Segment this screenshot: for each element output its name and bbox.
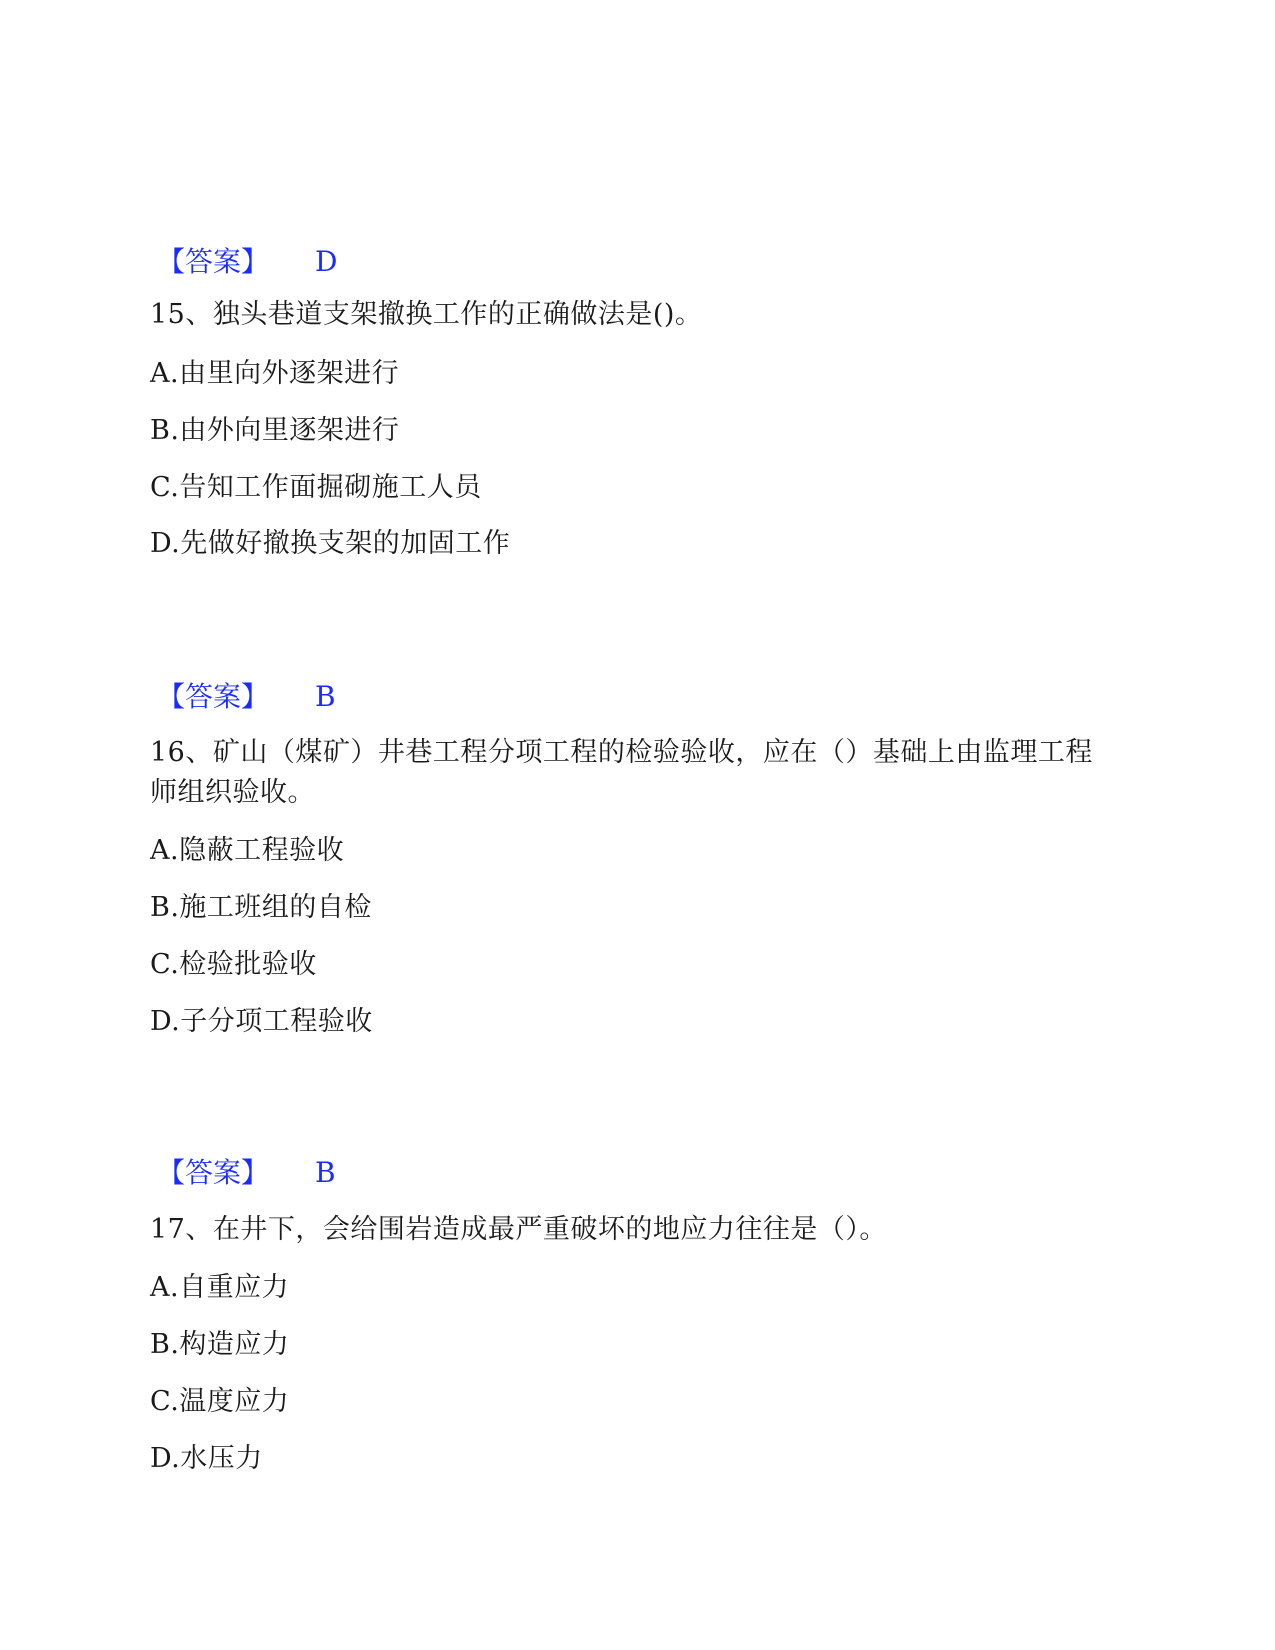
option-a: A.由里向外逐架进行 [150,358,400,389]
question-text: 16、矿山（煤矿）井巷工程分项工程的检验验收，应在（）基础上由监理工程师组织验收。 [150,737,1093,808]
option-c: C.检验批验收 [150,949,317,980]
answer-value: D [315,245,338,278]
option-d: D.子分项工程验收 [150,1006,373,1037]
answer-line [157,1156,336,1190]
option-c: C.温度应力 [150,1386,290,1417]
option-b: B.构造应力 [150,1329,290,1360]
question-text: 15、独头巷道支架撤换工作的正确做法是()。 [150,299,703,330]
answer-line [157,680,336,714]
answer-value: B [315,680,336,713]
answer-label: 【答案】 [157,680,270,713]
answer-label: 【答案】 [157,245,270,278]
answer-value: B [315,1156,336,1189]
option-a: A.隐蔽工程验收 [150,835,345,866]
option-a: A.自重应力 [150,1272,290,1303]
option-d: D.水压力 [150,1443,263,1474]
option-b: B.由外向里逐架进行 [150,415,400,446]
option-c: C.告知工作面掘砌施工人员 [150,472,482,503]
answer-line [157,245,337,279]
answer-label: 【答案】 [157,1156,270,1189]
question-text: 17、在井下，会给围岩造成最严重破坏的地应力往往是（）。 [150,1214,887,1245]
option-b: B.施工班组的自检 [150,892,372,923]
option-d: D.先做好撤换支架的加固工作 [150,528,511,559]
